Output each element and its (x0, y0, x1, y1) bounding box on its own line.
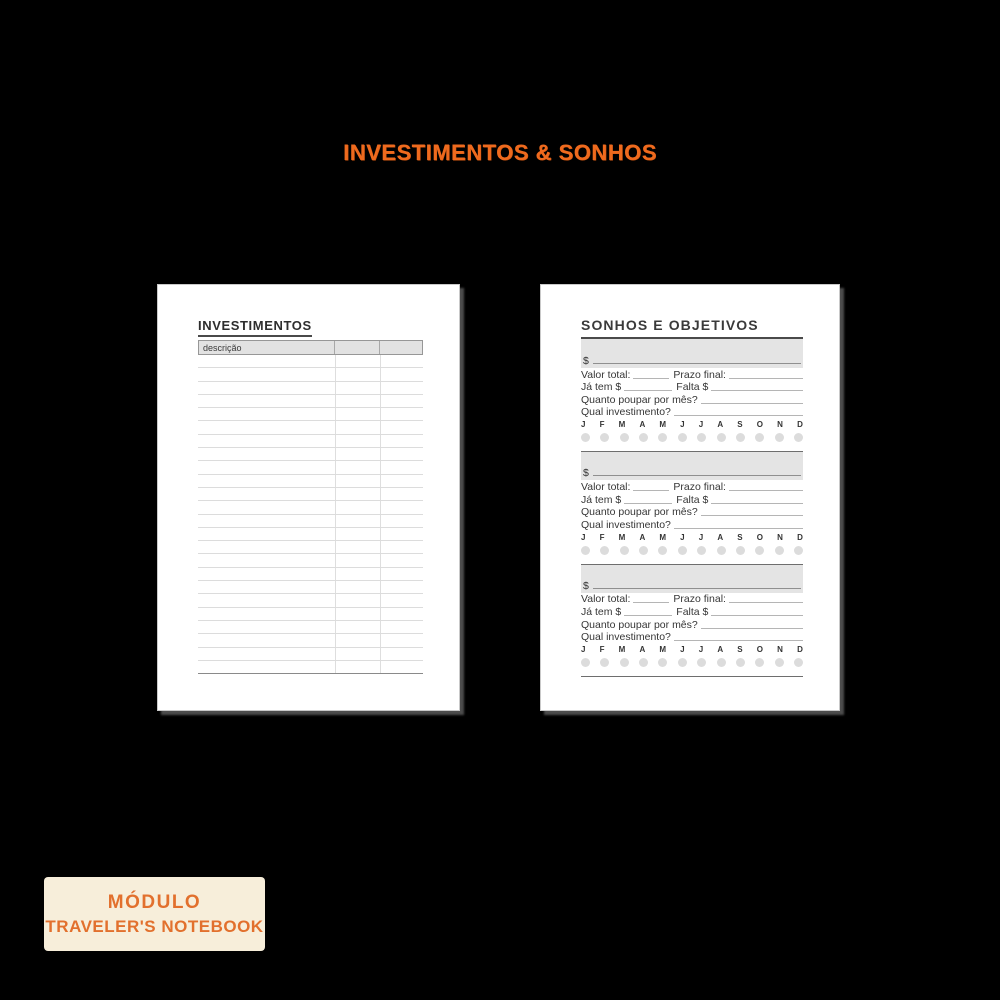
qual-investimento-label: Qual investimento? (581, 631, 671, 644)
month-circle (717, 433, 726, 442)
quanto-poupar-row (581, 506, 803, 519)
month-label: J (698, 532, 704, 542)
month-circle (736, 546, 745, 555)
month-label: N (777, 420, 783, 430)
month-circle (639, 546, 648, 555)
falta-label: Falta $ (676, 605, 709, 618)
table-row (198, 382, 423, 395)
valor-total-line (633, 602, 669, 603)
table-row (198, 408, 423, 421)
ja-tem-line (624, 615, 672, 616)
falta-label: Falta $ (676, 381, 709, 394)
bottom-rule (581, 676, 803, 677)
months-row (581, 420, 803, 430)
valor-prazo-row (581, 480, 803, 493)
table-row (198, 435, 423, 448)
month-circle (717, 658, 726, 667)
month-circles-row (581, 658, 803, 668)
prazo-final-line (729, 602, 803, 603)
badge-line1: MÓDULO (107, 891, 202, 913)
month-circle (678, 433, 687, 442)
quanto-poupar-label: Quanto poupar por mês? (581, 618, 698, 631)
quanto-poupar-label: Quanto poupar por mês? (581, 393, 698, 406)
month-circle (697, 433, 706, 442)
table-body (198, 355, 423, 673)
dream-name-box (581, 339, 803, 368)
month-circle (658, 546, 667, 555)
month-circle (658, 658, 667, 667)
month-circle (678, 546, 687, 555)
prazo-final-label: Prazo final: (673, 593, 726, 606)
valor-prazo-row (581, 368, 803, 381)
month-circle (620, 433, 629, 442)
month-label: M (659, 420, 667, 430)
month-label: D (797, 532, 803, 542)
month-label: J (581, 645, 586, 655)
dollar-row (581, 468, 803, 480)
ja-tem-label: Já tem $ (581, 381, 622, 394)
month-label: A (639, 420, 646, 430)
falta-line (711, 390, 803, 391)
ja-tem-label: Já tem $ (581, 605, 622, 618)
badge-line2: TRAVELER'S NOTEBOOK (45, 916, 264, 936)
table-row (198, 488, 423, 501)
table-row (198, 368, 423, 381)
month-circle (639, 433, 648, 442)
quanto-poupar-line (701, 628, 803, 629)
month-circle (620, 658, 629, 667)
month-circle (581, 658, 590, 667)
table-row (198, 541, 423, 554)
month-circles-row (581, 433, 803, 443)
dream-name-box (581, 451, 803, 480)
dollar-line (593, 588, 801, 589)
month-label: A (717, 532, 724, 542)
dream-goal-section (581, 564, 803, 668)
month-label: J (698, 645, 704, 655)
prazo-final-line (729, 378, 803, 379)
month-circle (775, 546, 784, 555)
month-circle (658, 433, 667, 442)
ja-tem-label: Já tem $ (581, 493, 622, 506)
month-label: O (756, 532, 763, 542)
investimentos-heading: INVESTIMENTOS (198, 318, 312, 337)
column-header-3 (380, 341, 422, 354)
month-circle (775, 433, 784, 442)
quanto-poupar-line (701, 403, 803, 404)
table-row (198, 581, 423, 594)
month-circle (620, 546, 629, 555)
investimentos-table (198, 340, 423, 674)
qual-investimento-label: Qual investimento? (581, 406, 671, 419)
qual-investimento-row (581, 406, 803, 419)
table-row (198, 568, 423, 581)
falta-line (711, 615, 803, 616)
dollar-label: $ (583, 579, 589, 592)
table-row (198, 621, 423, 634)
month-label: A (639, 532, 646, 542)
dollar-label: $ (583, 355, 589, 367)
table-row (198, 608, 423, 621)
month-label: J (680, 420, 685, 430)
month-label: S (737, 532, 743, 542)
month-circle (697, 546, 706, 555)
month-circle (775, 658, 784, 667)
table-row (198, 501, 423, 514)
month-label: N (777, 645, 783, 655)
table-row (198, 528, 423, 541)
table-row (198, 515, 423, 528)
month-circle (697, 658, 706, 667)
dream-name-box (581, 564, 803, 593)
month-label: A (717, 420, 724, 430)
qual-investimento-line (674, 640, 803, 641)
month-label: J (581, 532, 586, 542)
ja-tem-line (624, 503, 672, 504)
valor-total-label: Valor total: (581, 593, 631, 606)
month-circle (755, 433, 764, 442)
table-row (198, 634, 423, 647)
column-header-descricao: descrição (199, 341, 335, 354)
month-label: M (618, 532, 626, 542)
month-label: O (756, 420, 763, 430)
months-row (581, 645, 803, 655)
valor-total-label: Valor total: (581, 368, 631, 381)
page-sonhos (540, 284, 840, 711)
falta-line (711, 503, 803, 504)
table-row (198, 554, 423, 567)
month-label: F (599, 532, 605, 542)
dollar-label: $ (583, 467, 589, 480)
table-row (198, 355, 423, 368)
qual-investimento-line (674, 528, 803, 529)
month-label: J (680, 532, 685, 542)
prazo-final-line (729, 490, 803, 491)
valor-total-line (633, 490, 669, 491)
page-investimentos (157, 284, 460, 711)
month-label: M (659, 532, 667, 542)
ja-tem-line (624, 390, 672, 391)
dollar-line (593, 363, 801, 364)
dollar-row (581, 581, 803, 593)
table-row (198, 648, 423, 661)
month-label: S (737, 645, 743, 655)
falta-label: Falta $ (676, 493, 709, 506)
month-circle (581, 433, 590, 442)
table-header-row (198, 340, 423, 355)
month-label: A (639, 645, 646, 655)
month-label: D (797, 420, 803, 430)
table-row (198, 421, 423, 434)
month-circle (794, 546, 803, 555)
prazo-final-label: Prazo final: (673, 480, 726, 493)
quanto-poupar-row (581, 393, 803, 406)
dollar-line (593, 475, 801, 476)
month-circle (581, 546, 590, 555)
month-label: F (599, 645, 605, 655)
jatem-falta-row (581, 381, 803, 394)
month-circle (639, 658, 648, 667)
qual-investimento-row (581, 518, 803, 531)
sonhos-heading: SONHOS E OBJETIVOS (581, 317, 803, 339)
month-label: D (797, 645, 803, 655)
month-label: J (680, 645, 685, 655)
month-circle (755, 658, 764, 667)
month-label: J (698, 420, 704, 430)
month-circle (794, 658, 803, 667)
month-circle (736, 658, 745, 667)
table-row (198, 475, 423, 488)
table-row (198, 594, 423, 607)
quanto-poupar-label: Quanto poupar por mês? (581, 506, 698, 519)
month-label: N (777, 532, 783, 542)
month-label: M (659, 645, 667, 655)
months-row (581, 533, 803, 543)
table-row (198, 448, 423, 461)
month-circle (678, 658, 687, 667)
month-label: F (599, 420, 605, 430)
table-row (198, 661, 423, 673)
module-badge (44, 877, 265, 951)
month-circle (794, 433, 803, 442)
month-label: M (618, 645, 626, 655)
jatem-falta-row (581, 605, 803, 618)
dollar-row (581, 356, 803, 368)
qual-investimento-line (674, 415, 803, 416)
month-circles-row (581, 546, 803, 556)
qual-investimento-row (581, 631, 803, 644)
table-row (198, 395, 423, 408)
month-circle (600, 546, 609, 555)
dream-goal-section (581, 339, 803, 443)
month-circle (736, 433, 745, 442)
valor-total-line (633, 378, 669, 379)
qual-investimento-label: Qual investimento? (581, 518, 671, 531)
month-label: O (756, 645, 763, 655)
prazo-final-label: Prazo final: (673, 368, 726, 381)
valor-total-label: Valor total: (581, 480, 631, 493)
month-circle (717, 546, 726, 555)
quanto-poupar-line (701, 515, 803, 516)
month-label: M (618, 420, 626, 430)
column-header-2 (335, 341, 380, 354)
month-label: J (581, 420, 586, 430)
table-row (198, 461, 423, 474)
valor-prazo-row (581, 593, 803, 606)
jatem-falta-row (581, 493, 803, 506)
month-circle (600, 658, 609, 667)
dream-goal-section (581, 451, 803, 555)
page-title: INVESTIMENTOS & SONHOS (343, 140, 657, 165)
month-circle (755, 546, 764, 555)
month-circle (600, 433, 609, 442)
month-label: A (717, 645, 724, 655)
month-label: S (737, 420, 743, 430)
quanto-poupar-row (581, 618, 803, 631)
